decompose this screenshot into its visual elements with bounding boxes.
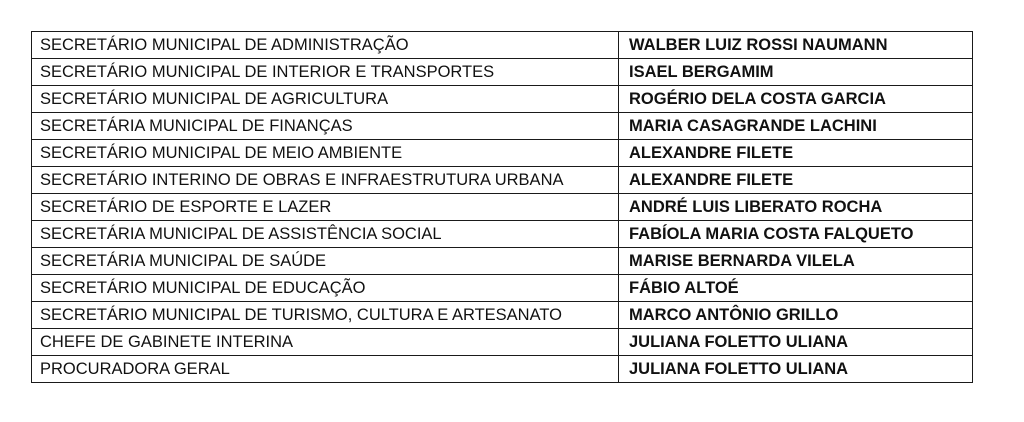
role-cell: SECRETÁRIO INTERINO DE OBRAS E INFRAESTRUTURA URBANA bbox=[32, 167, 619, 194]
name-cell: ALEXANDRE FILETE bbox=[619, 140, 973, 167]
role-cell: SECRETÁRIO MUNICIPAL DE EDUCAÇÃO bbox=[32, 275, 619, 302]
role-cell: SECRETÁRIO DE ESPORTE E LAZER bbox=[32, 194, 619, 221]
table-row bbox=[32, 86, 973, 113]
name-cell: ISAEL BERGAMIM bbox=[619, 59, 973, 86]
role-cell: SECRETÁRIA MUNICIPAL DE SAÚDE bbox=[32, 248, 619, 275]
role-cell: SECRETÁRIA MUNICIPAL DE ASSISTÊNCIA SOCIAL bbox=[32, 221, 619, 248]
table-row bbox=[32, 113, 973, 140]
table-row bbox=[32, 248, 973, 275]
name-cell: MARISE BERNARDA VILELA bbox=[619, 248, 973, 275]
role-cell: SECRETÁRIO MUNICIPAL DE ADMINISTRAÇÃO bbox=[32, 32, 619, 59]
table-row bbox=[32, 302, 973, 329]
table-row bbox=[32, 59, 973, 86]
name-cell: MARIA CASAGRANDE LACHINI bbox=[619, 113, 973, 140]
name-cell: ALEXANDRE FILETE bbox=[619, 167, 973, 194]
name-cell: FÁBIO ALTOÉ bbox=[619, 275, 973, 302]
name-cell: ROGÉRIO DELA COSTA GARCIA bbox=[619, 86, 973, 113]
role-cell: SECRETÁRIO MUNICIPAL DE MEIO AMBIENTE bbox=[32, 140, 619, 167]
role-cell: PROCURADORA GERAL bbox=[32, 356, 619, 383]
name-cell: ANDRÉ LUIS LIBERATO ROCHA bbox=[619, 194, 973, 221]
role-cell: SECRETÁRIO MUNICIPAL DE TURISMO, CULTURA E ARTESANATO bbox=[32, 302, 619, 329]
role-cell: SECRETÁRIO MUNICIPAL DE INTERIOR E TRANSPORTES bbox=[32, 59, 619, 86]
table-row bbox=[32, 275, 973, 302]
table-row bbox=[32, 194, 973, 221]
name-cell: MARCO ANTÔNIO GRILLO bbox=[619, 302, 973, 329]
table-row bbox=[32, 167, 973, 194]
name-cell: WALBER LUIZ ROSSI NAUMANN bbox=[619, 32, 973, 59]
table-row bbox=[32, 329, 973, 356]
role-cell: SECRETÁRIA MUNICIPAL DE FINANÇAS bbox=[32, 113, 619, 140]
name-cell: FABÍOLA MARIA COSTA FALQUETO bbox=[619, 221, 973, 248]
role-cell: SECRETÁRIO MUNICIPAL DE AGRICULTURA bbox=[32, 86, 619, 113]
name-cell: JULIANA FOLETTO ULIANA bbox=[619, 356, 973, 383]
table-row bbox=[32, 356, 973, 383]
table-row bbox=[32, 140, 973, 167]
role-cell: CHEFE DE GABINETE INTERINA bbox=[32, 329, 619, 356]
name-cell: JULIANA FOLETTO ULIANA bbox=[619, 329, 973, 356]
officials-table bbox=[31, 31, 973, 383]
table-row bbox=[32, 32, 973, 59]
officials-table-body bbox=[32, 32, 973, 383]
table-row bbox=[32, 221, 973, 248]
